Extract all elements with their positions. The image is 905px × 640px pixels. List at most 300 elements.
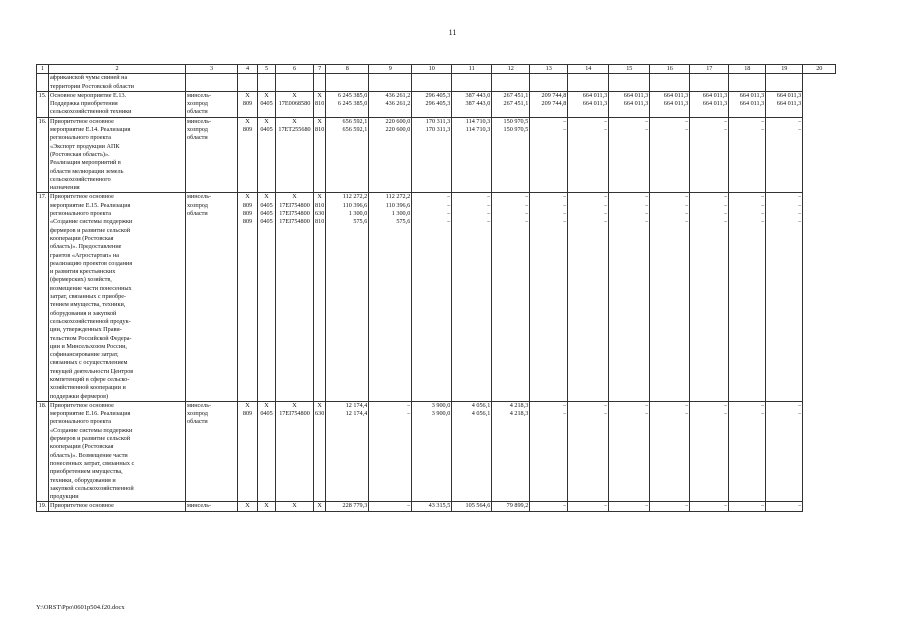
budget-code-cell: [276, 401, 314, 502]
budget-code-cell: [314, 91, 326, 117]
code-value: X: [292, 401, 297, 409]
amount-value: –: [604, 201, 608, 209]
code-value: X: [245, 401, 250, 409]
amount-value: 1 300,0: [348, 210, 368, 218]
amount-value: 170 311,3: [425, 126, 451, 134]
amount-cell: [326, 117, 369, 193]
amount-value: –: [724, 210, 728, 218]
activity-name-line: регионального проекта: [50, 418, 112, 426]
code-value: 0405: [260, 218, 273, 226]
responsible-line: хозпрод: [187, 201, 208, 209]
budget-code-cell: [238, 502, 258, 511]
amount-value: 3 900,0: [431, 401, 451, 409]
amount-cell: [530, 74, 568, 92]
amount-cell: [452, 117, 492, 193]
amount-value: –: [604, 502, 608, 510]
column-header: 10: [412, 65, 452, 74]
amount-value: –: [604, 193, 608, 201]
code-value: X: [317, 401, 322, 409]
amount-cell: [492, 91, 530, 117]
amount-value: 228 779,3: [342, 502, 368, 510]
code-value: X: [317, 91, 322, 99]
amount-cell: [568, 91, 609, 117]
activity-name-line: регионального проекта: [50, 210, 112, 218]
column-header: 13: [530, 65, 568, 74]
amount-cell: [690, 91, 729, 117]
code-value: 809: [242, 201, 253, 209]
activity-name-line: тельством Российской Федера-: [50, 334, 132, 342]
activity-name-line: назначения: [50, 184, 80, 192]
column-header: 6: [276, 65, 314, 74]
column-header: 2: [49, 65, 186, 74]
responsible-executor: [186, 401, 238, 502]
code-value: 809: [242, 210, 253, 218]
amount-value: 267 451,1: [503, 91, 529, 99]
amount-cell: [326, 502, 369, 511]
amount-cell: [766, 91, 803, 117]
amount-value: 664 011,3: [776, 100, 802, 108]
amount-value: –: [724, 401, 728, 409]
table-row: [37, 74, 836, 92]
amount-cell: [729, 193, 766, 401]
amount-value: 112 272,2: [385, 193, 411, 201]
responsible-line: области: [187, 418, 208, 426]
amount-cell: [650, 117, 690, 193]
amount-value: –: [761, 117, 765, 125]
code-value: 0405: [260, 201, 273, 209]
budget-code-cell: [238, 117, 258, 193]
table-row: [37, 91, 836, 117]
amount-cell: [568, 74, 609, 92]
amount-value: –: [447, 210, 451, 218]
amount-value: –: [685, 201, 689, 209]
amount-cell: [729, 502, 766, 511]
amount-value: 79 899,2: [506, 502, 529, 510]
budget-code-cell: [314, 117, 326, 193]
column-header: 9: [369, 65, 412, 74]
amount-cell: [326, 193, 369, 401]
amount-cell: [326, 91, 369, 117]
amount-cell: [690, 193, 729, 401]
amount-value: –: [685, 126, 689, 134]
amount-value: –: [563, 218, 567, 226]
amount-cell: [690, 401, 729, 502]
activity-name-line: Приоритетное основное: [50, 117, 114, 125]
amount-cell: [492, 502, 530, 511]
amount-cell: [452, 74, 492, 92]
amount-value: –: [407, 502, 411, 510]
activity-name-line: техники, оборудования и: [50, 476, 116, 484]
code-value: X: [292, 117, 297, 125]
amount-value: –: [685, 401, 689, 409]
activity-name-line: затрат, связанных с приобре-: [50, 293, 127, 301]
amount-value: –: [447, 201, 451, 209]
responsible-line: минсель-: [187, 91, 212, 99]
activity-name: [49, 193, 186, 401]
amount-cell: [326, 401, 369, 502]
amount-value: 436 261,2: [385, 100, 411, 108]
activity-name: [49, 401, 186, 502]
amount-cell: [492, 193, 530, 401]
column-header: 8: [326, 65, 369, 74]
responsible-line: минсель-: [187, 117, 212, 125]
table-row: [37, 193, 836, 401]
amount-cell: [609, 401, 650, 502]
code-value: 810: [315, 218, 325, 226]
amount-value: –: [724, 193, 728, 201]
amount-cell: [412, 117, 452, 193]
code-value: 17ЕТ255680: [278, 126, 311, 134]
responsible-line: минсель-: [187, 401, 212, 409]
budget-code-cell: [314, 401, 326, 502]
column-header: 14: [568, 65, 609, 74]
activity-name-line: африканской чумы свиней на: [50, 74, 128, 82]
amount-value: –: [724, 117, 728, 125]
amount-cell: [766, 193, 803, 401]
responsible-executor: [186, 74, 238, 92]
activity-name: [49, 502, 186, 511]
code-value: 630: [315, 210, 325, 218]
activity-name-line: оборудования и закупкой: [50, 309, 117, 317]
amount-value: 664 011,3: [623, 100, 649, 108]
amount-value: –: [525, 210, 529, 218]
amount-cell: [609, 91, 650, 117]
row-number: 15.: [37, 91, 49, 117]
amount-value: 114 710,3: [465, 126, 491, 134]
amount-value: 150 970,5: [503, 117, 529, 125]
code-value: 809: [242, 100, 253, 108]
amount-cell: [766, 502, 803, 511]
amount-value: 4 218,3: [509, 401, 529, 409]
amount-value: 12 174,4: [345, 410, 368, 418]
activity-name-line: сельскохозяйственного: [50, 175, 111, 183]
amount-value: –: [447, 218, 451, 226]
row-number: 18.: [37, 401, 49, 502]
activity-name-line: понесенных затрат, связанных с: [50, 459, 135, 467]
row-number: 16.: [37, 117, 49, 193]
activity-name-line: софинансирование затрат,: [50, 351, 119, 359]
amount-value: –: [645, 218, 649, 226]
amount-value: 267 451,1: [503, 100, 529, 108]
column-header: 18: [729, 65, 766, 74]
amount-value: –: [604, 401, 608, 409]
code-value: 809: [242, 410, 253, 418]
activity-name-line: Приоритетное основное: [50, 193, 114, 201]
code-value: X: [245, 91, 250, 99]
table-row: [37, 502, 836, 511]
responsible-line: области: [187, 108, 208, 116]
activity-name-line: территории Ростовской области: [50, 82, 134, 90]
activity-name-line: регионального проекта: [50, 134, 112, 142]
amount-cell: [568, 193, 609, 401]
code-value: 810: [315, 126, 325, 134]
amount-value: –: [563, 126, 567, 134]
activity-name-line: продукции: [50, 493, 79, 501]
responsible-executor: [186, 502, 238, 511]
activity-name-line: Приоритетное основное: [50, 502, 114, 510]
code-value: X: [292, 502, 297, 510]
column-header: 11: [452, 65, 492, 74]
amount-value: 664 011,3: [702, 100, 728, 108]
amount-value: –: [761, 201, 765, 209]
budget-code-cell: [276, 117, 314, 193]
amount-cell: [650, 401, 690, 502]
column-header: 12: [492, 65, 530, 74]
amount-value: –: [685, 210, 689, 218]
amount-value: 112 272,2: [342, 193, 368, 201]
amount-value: –: [645, 193, 649, 201]
amount-value: –: [604, 218, 608, 226]
budget-code-cell: [314, 74, 326, 92]
amount-cell: [369, 117, 412, 193]
code-value: 0405: [260, 410, 273, 418]
amount-value: –: [487, 201, 491, 209]
amount-value: 4 056,1: [471, 401, 491, 409]
amount-cell: [452, 502, 492, 511]
amount-value: 436 261,2: [385, 91, 411, 99]
activity-name-line: тением имущества, техники,: [50, 301, 126, 309]
amount-value: 664 011,3: [739, 91, 765, 99]
amount-value: –: [724, 218, 728, 226]
budget-code-cell: [314, 193, 326, 401]
amount-cell: [766, 401, 803, 502]
activity-name-line: «Экспорт продукции АПК: [50, 142, 120, 150]
amount-cell: [412, 502, 452, 511]
column-header: 15: [609, 65, 650, 74]
amount-value: 209 744,8: [541, 91, 567, 99]
amount-value: 6 245 385,0: [337, 100, 368, 108]
amount-cell: [452, 401, 492, 502]
responsible-executor: [186, 117, 238, 193]
amount-cell: [729, 91, 766, 117]
amount-value: –: [645, 201, 649, 209]
code-value: X: [245, 193, 250, 201]
responsible-line: минсель-: [187, 502, 212, 510]
activity-name-line: сельскохозяйственной техники: [50, 108, 132, 116]
responsible-line: хозпрод: [187, 410, 208, 418]
code-value: 17ЕI754800: [279, 410, 310, 418]
code-value: X: [264, 502, 269, 510]
responsible-line: хозпрод: [187, 126, 208, 134]
amount-cell: [452, 91, 492, 117]
amount-value: –: [724, 126, 728, 134]
amount-value: 664 011,3: [702, 91, 728, 99]
amount-value: 114 710,3: [465, 117, 491, 125]
amount-value: –: [761, 410, 765, 418]
budget-code-cell: [238, 91, 258, 117]
code-value: X: [245, 502, 250, 510]
activity-name-line: закупкой сельскохозяйственной: [50, 484, 134, 492]
activity-name-line: грантов «Агростартап» на: [50, 251, 120, 259]
activity-name-line: кооперации (Ростовская: [50, 234, 114, 242]
amount-value: –: [798, 210, 802, 218]
amount-value: 110 396,6: [342, 201, 368, 209]
amount-cell: [369, 193, 412, 401]
amount-cell: [650, 502, 690, 511]
code-value: 0405: [260, 126, 273, 134]
activity-name-line: «Создание системы поддержки: [50, 426, 133, 434]
amount-cell: [766, 74, 803, 92]
activity-name: [49, 117, 186, 193]
budget-code-cell: [276, 502, 314, 511]
code-value: X: [264, 117, 269, 125]
amount-value: –: [798, 201, 802, 209]
amount-value: –: [487, 218, 491, 226]
activity-name: [49, 74, 186, 92]
budget-table: [36, 64, 836, 512]
amount-value: 664 011,3: [623, 91, 649, 99]
activity-name-line: мероприятие Е.15. Реализация: [50, 201, 131, 209]
header-row: [37, 65, 836, 74]
code-value: X: [317, 502, 322, 510]
amount-value: 4 218,3: [509, 410, 529, 418]
amount-value: 664 011,3: [582, 100, 608, 108]
amount-value: –: [563, 401, 567, 409]
amount-value: –: [604, 117, 608, 125]
amount-cell: [530, 193, 568, 401]
amount-value: 43 315,5: [428, 502, 451, 510]
activity-name-line: Приоритетное основное: [50, 401, 114, 409]
code-value: X: [264, 91, 269, 99]
code-value: 17ЕI754800: [279, 201, 310, 209]
amount-cell: [530, 502, 568, 511]
amount-value: –: [724, 201, 728, 209]
budget-code-cell: [238, 401, 258, 502]
code-value: 810: [315, 201, 325, 209]
code-value: 809: [242, 126, 253, 134]
amount-value: –: [685, 410, 689, 418]
activity-name-line: ции и Минсельхозом России,: [50, 342, 127, 350]
amount-value: –: [798, 502, 802, 510]
amount-value: –: [798, 410, 802, 418]
column-header: 1: [37, 65, 49, 74]
activity-name-line: фермеров и развитие сельской: [50, 226, 131, 234]
amount-cell: [729, 117, 766, 193]
amount-value: –: [525, 201, 529, 209]
amount-value: –: [685, 218, 689, 226]
amount-value: –: [604, 410, 608, 418]
amount-value: –: [563, 193, 567, 201]
amount-cell: [530, 91, 568, 117]
activity-name: [49, 91, 186, 117]
amount-value: –: [563, 210, 567, 218]
amount-value: –: [563, 410, 567, 418]
code-value: X: [317, 117, 322, 125]
amount-value: –: [798, 126, 802, 134]
column-header: 19: [766, 65, 803, 74]
amount-value: 170 311,3: [425, 117, 451, 125]
responsible-line: минсель-: [187, 193, 212, 201]
budget-code-cell: [238, 74, 258, 92]
activity-name-line: (фермерских) хозяйств,: [50, 276, 112, 284]
table-row: [37, 401, 836, 502]
amount-value: –: [761, 210, 765, 218]
amount-cell: [690, 117, 729, 193]
amount-value: –: [724, 502, 728, 510]
amount-cell: [492, 401, 530, 502]
file-path-footer: Y:\ORST\Ppo\0601p504.f20.docx: [36, 604, 125, 611]
amount-value: 664 011,3: [582, 91, 608, 99]
amount-value: –: [685, 117, 689, 125]
budget-code-cell: [258, 74, 276, 92]
amount-value: 656 592,1: [342, 117, 368, 125]
amount-cell: [530, 117, 568, 193]
activity-name-line: фермеров и развитие сельской: [50, 435, 131, 443]
activity-name-line: Поддержка приобретения: [50, 100, 118, 108]
amount-cell: [650, 74, 690, 92]
amount-value: –: [645, 117, 649, 125]
activity-name-line: приобретением имущества,: [50, 468, 123, 476]
activity-name-line: хозяйственной кооперации и: [50, 384, 126, 392]
amount-cell: [690, 74, 729, 92]
budget-code-cell: [314, 502, 326, 511]
budget-code-cell: [238, 193, 258, 401]
amount-value: –: [798, 193, 802, 201]
amount-value: 296 405,3: [425, 91, 451, 99]
responsible-line: области: [187, 134, 208, 142]
amount-value: –: [525, 218, 529, 226]
amount-value: –: [645, 210, 649, 218]
activity-name-line: кооперации (Ростовская: [50, 443, 114, 451]
code-value: X: [317, 193, 322, 201]
column-header: 3: [186, 65, 238, 74]
amount-value: –: [604, 210, 608, 218]
amount-cell: [492, 117, 530, 193]
amount-value: 220 600,0: [385, 126, 411, 134]
activity-name-line: поддержки фермеров): [50, 392, 109, 400]
amount-value: 3 900,0: [431, 410, 451, 418]
amount-cell: [690, 502, 729, 511]
budget-code-cell: [276, 193, 314, 401]
code-value: X: [264, 193, 269, 201]
code-value: 17ЕI754800: [279, 218, 310, 226]
activity-name-line: компетенций в сфере сельско-: [50, 375, 130, 383]
responsible-line: области: [187, 210, 208, 218]
amount-cell: [492, 74, 530, 92]
activity-name-line: и развития крестьянских: [50, 268, 116, 276]
responsible-executor: [186, 193, 238, 401]
amount-value: 150 970,5: [503, 126, 529, 134]
column-header: 4: [238, 65, 258, 74]
amount-value: –: [407, 410, 411, 418]
amount-cell: [369, 502, 412, 511]
activity-name-line: «Создание системы поддержки: [50, 218, 133, 226]
amount-value: 387 443,0: [465, 100, 491, 108]
amount-value: 110 396,6: [385, 201, 411, 209]
budget-code-cell: [258, 117, 276, 193]
code-value: X: [245, 117, 250, 125]
budget-code-cell: [258, 193, 276, 401]
code-value: X: [292, 193, 297, 201]
amount-value: 220 600,0: [385, 117, 411, 125]
amount-cell: [452, 193, 492, 401]
column-header: 17: [690, 65, 729, 74]
amount-cell: [609, 117, 650, 193]
activity-name-line: области мелиорации земель: [50, 167, 124, 175]
amount-cell: [766, 117, 803, 193]
amount-value: –: [645, 126, 649, 134]
amount-value: –: [645, 410, 649, 418]
responsible-line: хозпрод: [187, 100, 208, 108]
column-header: 5: [258, 65, 276, 74]
code-value: X: [292, 91, 297, 99]
amount-value: –: [487, 210, 491, 218]
budget-code-cell: [276, 91, 314, 117]
amount-value: 664 011,3: [663, 91, 689, 99]
amount-value: –: [761, 401, 765, 409]
amount-value: –: [407, 401, 411, 409]
code-value: X: [264, 401, 269, 409]
